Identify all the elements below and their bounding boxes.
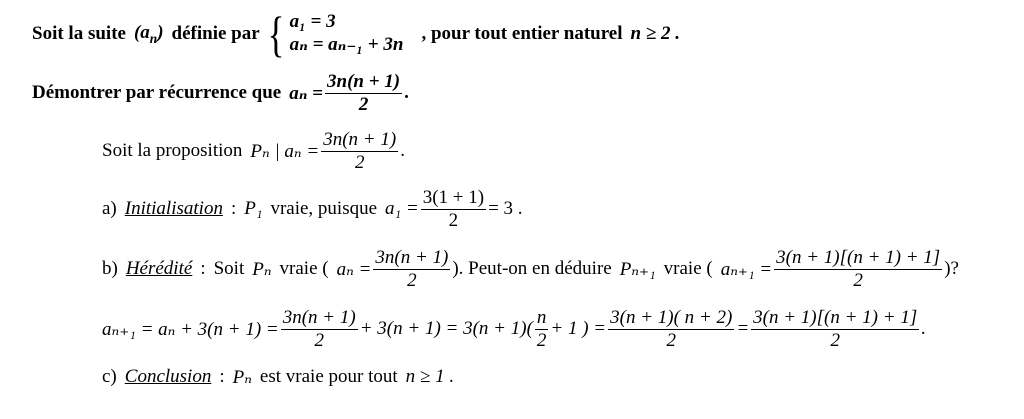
computation-fraction-3: $\frac{3(n + 1)( n + 2)}{2}$ [610, 306, 733, 351]
task-lhs: aₙ = [289, 82, 323, 104]
pn-symbol: Pₙ [252, 258, 272, 280]
proposition-end: . [400, 140, 405, 161]
initialisation-end: = 3 . [488, 198, 523, 219]
conclusion-condition: n ≥ 1 . [405, 366, 455, 387]
conclusion-line: c) Conclusion : Pₙ est vraie pour tout n ≥ 1 . [102, 366, 455, 388]
item-label-a: a) [102, 198, 117, 219]
p1-symbol: P₁ [244, 198, 263, 219]
pn1-symbol: Pₙ₊₁ [619, 258, 656, 280]
heredite-fraction-2: $\frac{3(n + 1)[(n + 1) + 1]}{2}$ [776, 246, 941, 291]
heredite-fraction-1: $\frac{3n(n + 1)}{2}$ [375, 246, 449, 291]
proposition-line [102, 128, 405, 174]
recurrence-system [290, 11, 404, 57]
item-label-b: b) [102, 258, 118, 279]
sequence-symbol: $(a_n)$ [133, 21, 164, 46]
computation-line: aₙ₊₁ = aₙ + 3(n + 1) = $\frac{3n(n + 1)}{2}$ + 3(n + 1) = 3(n + 1)( $\frac{n}{2}$ + 1 ) = $\frac{3(n + 1)( n + 2)}{2}$ = $\frac{3(n + 1)[(n + 1) + 1]}{2}$ . [102, 306, 926, 351]
system-row-1: a₁ = 3 [289, 11, 336, 33]
conclusion-pn: Pₙ [232, 366, 252, 388]
initialisation-lhs: a₁ = [385, 198, 419, 219]
defined-text: définie par [171, 23, 260, 44]
computation-fraction-2: $\frac{n}{2}$ [536, 306, 547, 351]
system-row-2: aₙ = aₙ₋₁ + 3n [289, 34, 404, 55]
condition-text: , pour tout entier naturel [421, 23, 623, 44]
proposition-text: Soit la proposition [102, 140, 243, 161]
initialisation-fraction: $\frac{3(1 + 1)}{2}$ [422, 186, 485, 231]
proposition-fraction: $\frac{3n(n + 1)}{2}$ [323, 128, 397, 173]
heredite-line: b) Hérédité : Soit Pₙ vraie ( aₙ = $\frac{3n(n + 1)}{2}$ ). Peut-on en déduire Pₙ₊₁ vraie ( aₙ₊₁ = $\frac{3(n + 1)[(n + 1) + 1]}{2}$ )? [102, 246, 959, 291]
computation-fraction-1: $\frac{3n(n + 1)}{2}$ [282, 306, 356, 351]
task-fraction: $\frac{3n(n + 1)}{2}$ [327, 70, 401, 115]
initialisation-line: a) Initialisation : P₁ vraie, puisque a₁ = $\frac{3(1 + 1)}{2}$ = 3 . [102, 186, 523, 231]
computation-fraction-4: $\frac{3(n + 1)[(n + 1) + 1]}{2}$ [753, 306, 918, 351]
task-line [32, 70, 409, 116]
task-end: . [404, 82, 409, 103]
conclusion-title: Conclusion [124, 366, 212, 387]
item-label-c: c) [102, 366, 117, 387]
statement-line [32, 8, 680, 60]
intro-text: Soit la suite [32, 23, 126, 44]
heredite-title: Hérédité [125, 258, 193, 279]
condition-math: n ≥ 2 . [630, 23, 681, 44]
system-brace: { [267, 6, 285, 62]
initialisation-text: vraie, puisque [270, 198, 378, 219]
task-text: Démontrer par récurrence que [32, 82, 282, 103]
initialisation-title: Initialisation [124, 198, 223, 219]
proposition-lhs: Pₙ | aₙ = [250, 140, 320, 162]
